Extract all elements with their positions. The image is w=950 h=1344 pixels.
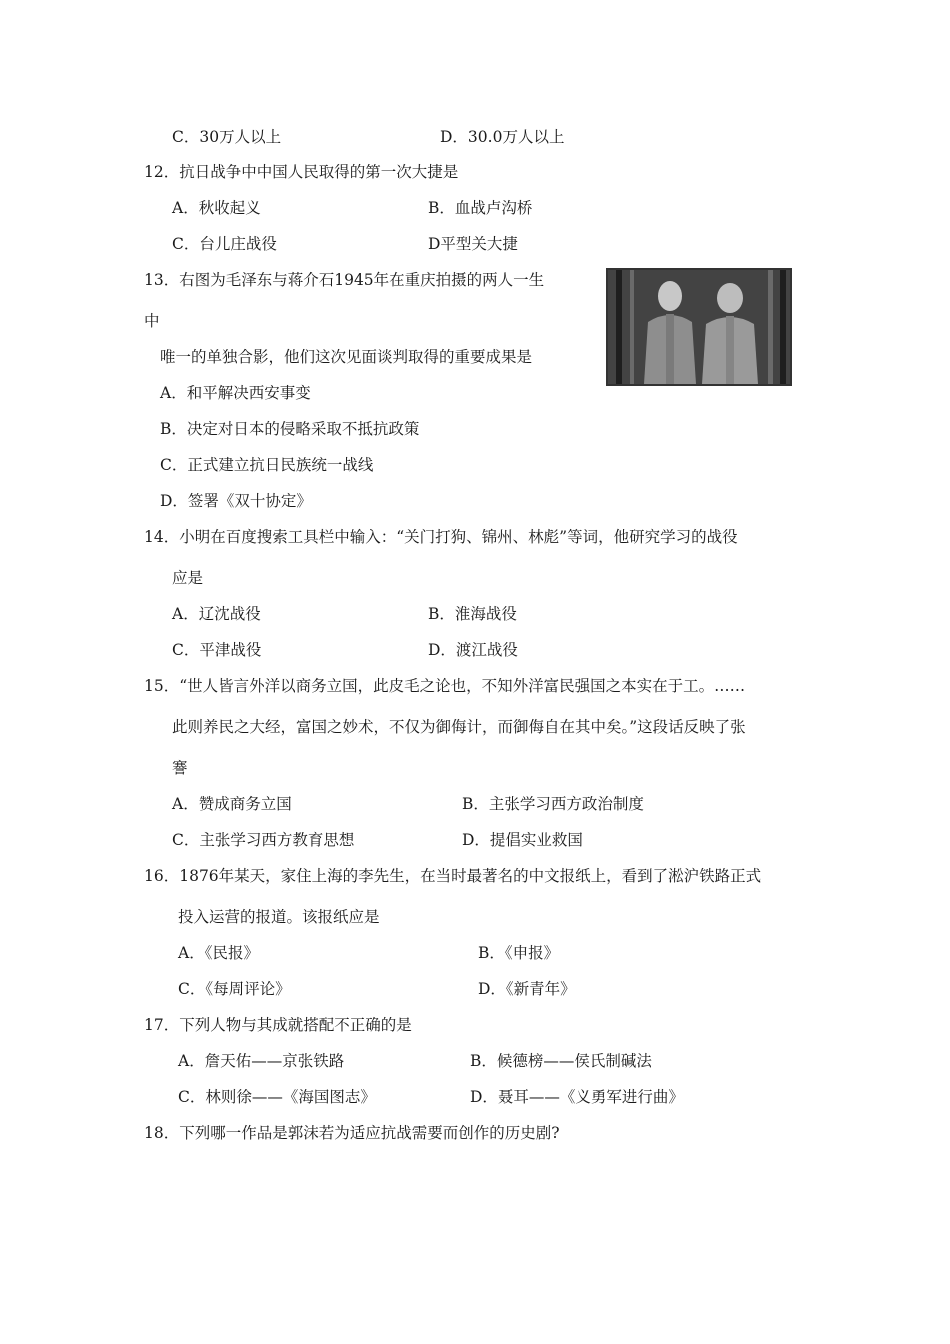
q15-stem-line3: 謇 — [172, 759, 188, 777]
photo-drawing — [608, 270, 790, 384]
q15-option-a: A．赞成商务立国 — [172, 795, 292, 813]
q15-option-c: C．主张学习西方教育思想 — [172, 831, 355, 849]
q14-option-a: A．辽沈战役 — [172, 605, 261, 623]
q16-option-b: B．《申报》 — [478, 944, 560, 962]
q16-option-a: A．《民报》 — [178, 944, 259, 962]
q17-option-c: C．林则徐——《海国图志》 — [178, 1088, 376, 1106]
q16-option-d: D．《新青年》 — [478, 980, 576, 998]
q13-stem-line1: 13．右图为毛泽东与蒋介石1945年在重庆拍摄的两人一生 — [144, 271, 545, 289]
q16-stem-line2: 投入运营的报道。该报纸应是 — [178, 908, 380, 926]
q13-option-c: C．正式建立抗日民族统一战线 — [160, 456, 374, 474]
q12-option-c: C．台儿庄战役 — [172, 235, 277, 253]
q11-option-c: C．30万人以上 — [172, 128, 282, 146]
q13-stem-line3: 唯一的单独合影，他们这次见面谈判取得的重要成果是 — [160, 348, 533, 366]
q13-option-b: B．决定对日本的侵略采取不抵抗政策 — [160, 420, 420, 438]
q14-stem-line1: 14．小明在百度搜索工具栏中输入：“关门打狗、锦州、林彪”等词，他研究学习的战役 — [144, 528, 738, 546]
q13-option-a: A．和平解决西安事变 — [160, 384, 311, 402]
q13-stem-line2: 中 — [144, 312, 160, 330]
q18-stem: 18．下列哪一作品是郭沫若为适应抗战需要而创作的历史剧? — [144, 1124, 560, 1142]
q14-stem-line2: 应是 — [172, 569, 204, 587]
q15-stem-line2: 此则养民之大经，富国之妙术，不仅为御侮计，而御侮自在其中矣。”这段话反映了张 — [172, 718, 746, 736]
q14-option-d: D．渡江战役 — [428, 641, 518, 659]
q14-option-b: B．淮海战役 — [428, 605, 517, 623]
q11-option-d: D．30.0万人以上 — [440, 128, 565, 146]
q17-stem: 17．下列人物与其成就搭配不正确的是 — [144, 1016, 412, 1034]
q16-option-c: C．《每周评论》 — [178, 980, 291, 998]
q13-option-d: D．签署《双十协定》 — [160, 492, 312, 510]
q17-option-a: A．詹天佑——京张铁路 — [178, 1052, 345, 1070]
q15-option-d: D．提倡实业救国 — [462, 831, 583, 849]
q14-option-c: C．平津战役 — [172, 641, 262, 659]
q12-stem: 12．抗日战争中中国人民取得的第一次大捷是 — [144, 163, 459, 181]
q17-option-b: B．候德榜——侯氏制碱法 — [470, 1052, 652, 1070]
q12-option-a: A．秋收起义 — [172, 199, 261, 217]
q17-option-d: D．聂耳——《义勇军进行曲》 — [470, 1088, 684, 1106]
q12-option-d: D平型关大捷 — [428, 235, 518, 253]
q15-option-b: B．主张学习西方政治制度 — [462, 795, 644, 813]
q16-stem-line1: 16．1876年某天，家住上海的李先生，在当时最著名的中文报纸上，看到了淞沪铁路正式 — [144, 867, 762, 885]
q12-option-b: B．血战卢沟桥 — [428, 199, 533, 217]
q15-stem-line1: 15．“世人皆言外洋以商务立国，此皮毛之论也，不知外洋富民强国之本实在于工。…… — [144, 677, 746, 695]
historical-photo — [606, 268, 792, 386]
